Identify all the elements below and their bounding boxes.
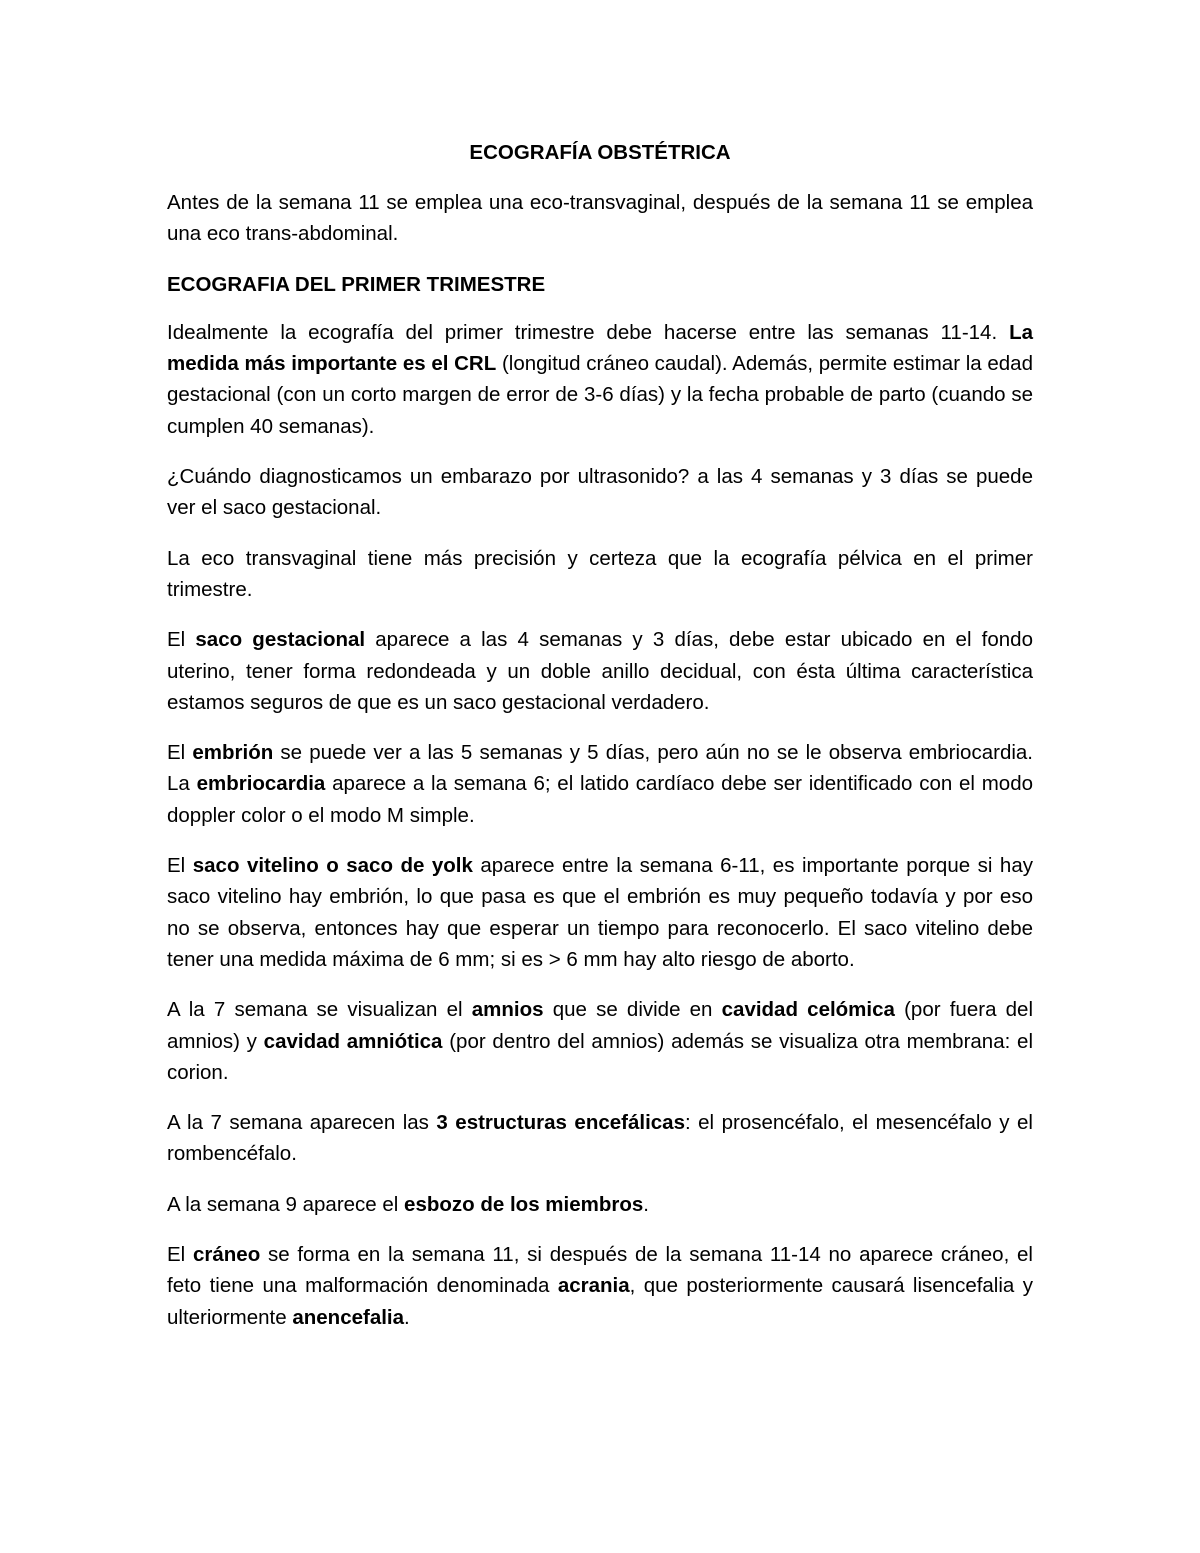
- text-run: .: [404, 1305, 410, 1329]
- text-run: aparece a la semana 6; el latido cardíaco debe ser identificado con el modo doppler color o el modo M simple.: [167, 772, 1033, 827]
- text-run: (longitud cráneo caudal). Además, permite estimar la edad gestacional (con un corto margen de error de 3-6 días) y la fecha probable de parto (cuando se cumplen 40 semanas).: [167, 352, 1033, 438]
- text-run: El: [167, 628, 196, 652]
- bold-text: amnios: [471, 998, 544, 1022]
- text-run: aparece a las 4 semanas y 3 días, debe estar ubicado en el fondo uterino, tener forma redondeada y un doble anillo decidual, con ésta última característica estamos seguros de que es un saco gestacional verdadero.: [167, 628, 1033, 714]
- bold-text: embriocardia: [196, 772, 326, 796]
- text-run: El: [167, 1243, 193, 1267]
- paragraph-estructuras-encefalicas: [167, 1107, 1033, 1170]
- paragraph-transvaginal: La eco transvaginal tiene más precisión y certeza que la ecografía pélvica en el primer trimestre.: [167, 546, 1033, 601]
- text-run: aparece entre la semana 6-11, es importante porque si hay saco vitelino hay embrión, lo que pasa es que el embrión es muy pequeño todavía y por eso no se observa, entonces hay que esperar un tiempo para reconocerlo. El saco vitelino debe tener una medida máxima de 6 mm; si es > 6 mm hay alto riesgo de aborto.: [167, 854, 1033, 971]
- text-run: A la 7 semana se visualizan el: [167, 998, 472, 1022]
- bold-text: cavidad celómica: [721, 998, 895, 1022]
- text-run: que se divide en: [543, 998, 722, 1022]
- text-run: : el prosencéfalo, el mesencéfalo y el rombencéfalo.: [167, 1111, 1033, 1166]
- text-run: se puede ver a las 5 semanas y 5 días, pero aún no se le observa embriocardia. La: [167, 741, 1033, 796]
- section-heading: ECOGRAFIA DEL PRIMER TRIMESTRE: [167, 272, 546, 296]
- bold-text: acrania: [557, 1274, 630, 1298]
- text-run: El: [167, 854, 193, 878]
- document-page: [167, 136, 1033, 1352]
- document-title: ECOGRAFÍA OBSTÉTRICA: [469, 141, 731, 164]
- paragraph-crl: [167, 317, 1033, 442]
- text-run: se forma en la semana 11, si después de la semana 11-14 no aparece cráneo, el feto tiene una malformación denominada: [167, 1243, 1033, 1298]
- text-run: A la 7 semana aparecen las: [167, 1111, 437, 1135]
- paragraph-embrion: [167, 737, 1033, 831]
- paragraph-miembros: [167, 1189, 1033, 1220]
- paragraph-amnios: [167, 994, 1033, 1088]
- bold-text: saco gestacional: [195, 628, 366, 652]
- text-run: Idealmente la ecografía del primer trimestre debe hacerse entre las semanas 11-14.: [167, 320, 1010, 344]
- intro-paragraph: Antes de la semana 11 se emplea una eco-transvaginal, después de la semana 11 se emplea una eco trans-abdominal.: [167, 191, 1033, 246]
- paragraph-diagnosis: ¿Cuándo diagnosticamos un embarazo por ultrasonido? a las 4 semanas y 3 días se puede ver el saco gestacional.: [167, 465, 1033, 520]
- text-run: El: [167, 741, 193, 765]
- text-run: A la semana 9 aparece el: [167, 1192, 405, 1216]
- bold-text: cráneo: [192, 1243, 261, 1267]
- paragraph-saco-gestacional: [167, 624, 1033, 718]
- bold-text: anencefalia: [292, 1305, 405, 1329]
- paragraph-saco-vitelino: [167, 850, 1033, 975]
- bold-text: esbozo de los miembros: [404, 1192, 644, 1216]
- text-run: (por fuera del amnios) y: [167, 998, 1034, 1053]
- paragraph-craneo: [167, 1239, 1033, 1333]
- bold-text: embrión: [192, 741, 274, 765]
- bold-text: saco vitelino o saco de yolk: [192, 854, 473, 878]
- bold-text: cavidad amniótica: [263, 1029, 443, 1053]
- bold-text: 3 estructuras encefálicas: [436, 1111, 685, 1135]
- text-run: (por dentro del amnios) además se visualiza otra membrana: el corion.: [167, 1029, 1033, 1084]
- text-run: .: [643, 1192, 649, 1216]
- bold-text: La medida más importante es el CRL: [167, 320, 1033, 376]
- text-run: , que posteriormente causará lisencefalia y ulteriormente: [167, 1274, 1033, 1329]
